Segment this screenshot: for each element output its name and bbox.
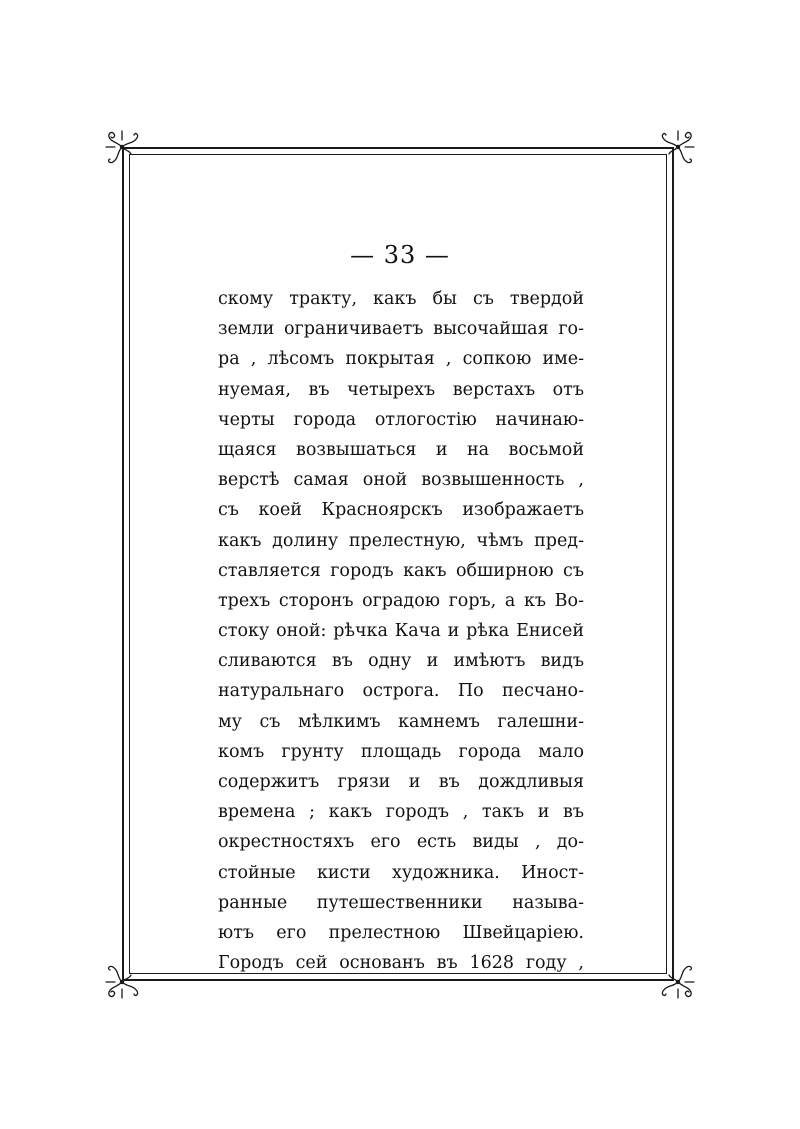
text-line: стойные кисти художника. Иност- — [218, 862, 584, 883]
corner-flourish-icon — [651, 955, 697, 1001]
text-line: верстѣ самая оной возвышенность , — [218, 470, 584, 491]
body-text — [218, 284, 584, 978]
text-line: содержитъ грязи и въ дождливыя — [218, 772, 584, 792]
text-line: ранные путешественники называ- — [218, 892, 584, 913]
text-line: му съ мѣлкимъ камнемъ галешни- — [218, 711, 584, 732]
corner-flourish-icon — [103, 128, 149, 174]
text-line: времена ; какъ городъ , такъ и въ — [218, 802, 584, 823]
text-line: щаяся возвышаться и на восьмой — [218, 439, 584, 460]
corner-flourish-icon — [651, 128, 697, 174]
text-line: окрестностяхъ его есть виды , до- — [218, 832, 584, 853]
corner-flourish-icon — [103, 955, 149, 1001]
text-line: сливаются въ одну и имѣютъ видъ — [218, 651, 584, 672]
text-line: нуемая, въ четырехъ верстахъ отъ — [218, 379, 584, 400]
text-line: съ коей Красноярскъ изображаетъ — [218, 500, 584, 521]
text-line: Городъ сей основанъ въ 1628 году , — [218, 953, 584, 974]
text-line: комъ грунту площадь города мало — [218, 741, 584, 762]
text-line: ютъ его прелестною Швейцаріею. — [218, 922, 584, 943]
text-line: черты города отлогостію начинаю- — [218, 409, 584, 430]
page-number: — 33 — — [350, 241, 450, 269]
text-line: трехъ сторонъ оградою горъ, а къ Во- — [218, 590, 584, 611]
text-line: земли ограничиваетъ высочайшая го- — [218, 319, 584, 340]
text-line: натуральнаго острога. По песчано- — [218, 681, 584, 702]
text-line: скому тракту, какъ бы съ твердой — [218, 289, 584, 309]
text-line: стоку оной: рѣчка Кача и рѣка Енисей — [218, 621, 584, 642]
text-line: какъ долину прелестную, чѣмъ пред- — [218, 530, 584, 551]
text-line: ставляется городъ какъ обширною съ — [218, 560, 584, 581]
text-line: ра , лѣсомъ покрытая , сопкою име- — [218, 349, 584, 370]
